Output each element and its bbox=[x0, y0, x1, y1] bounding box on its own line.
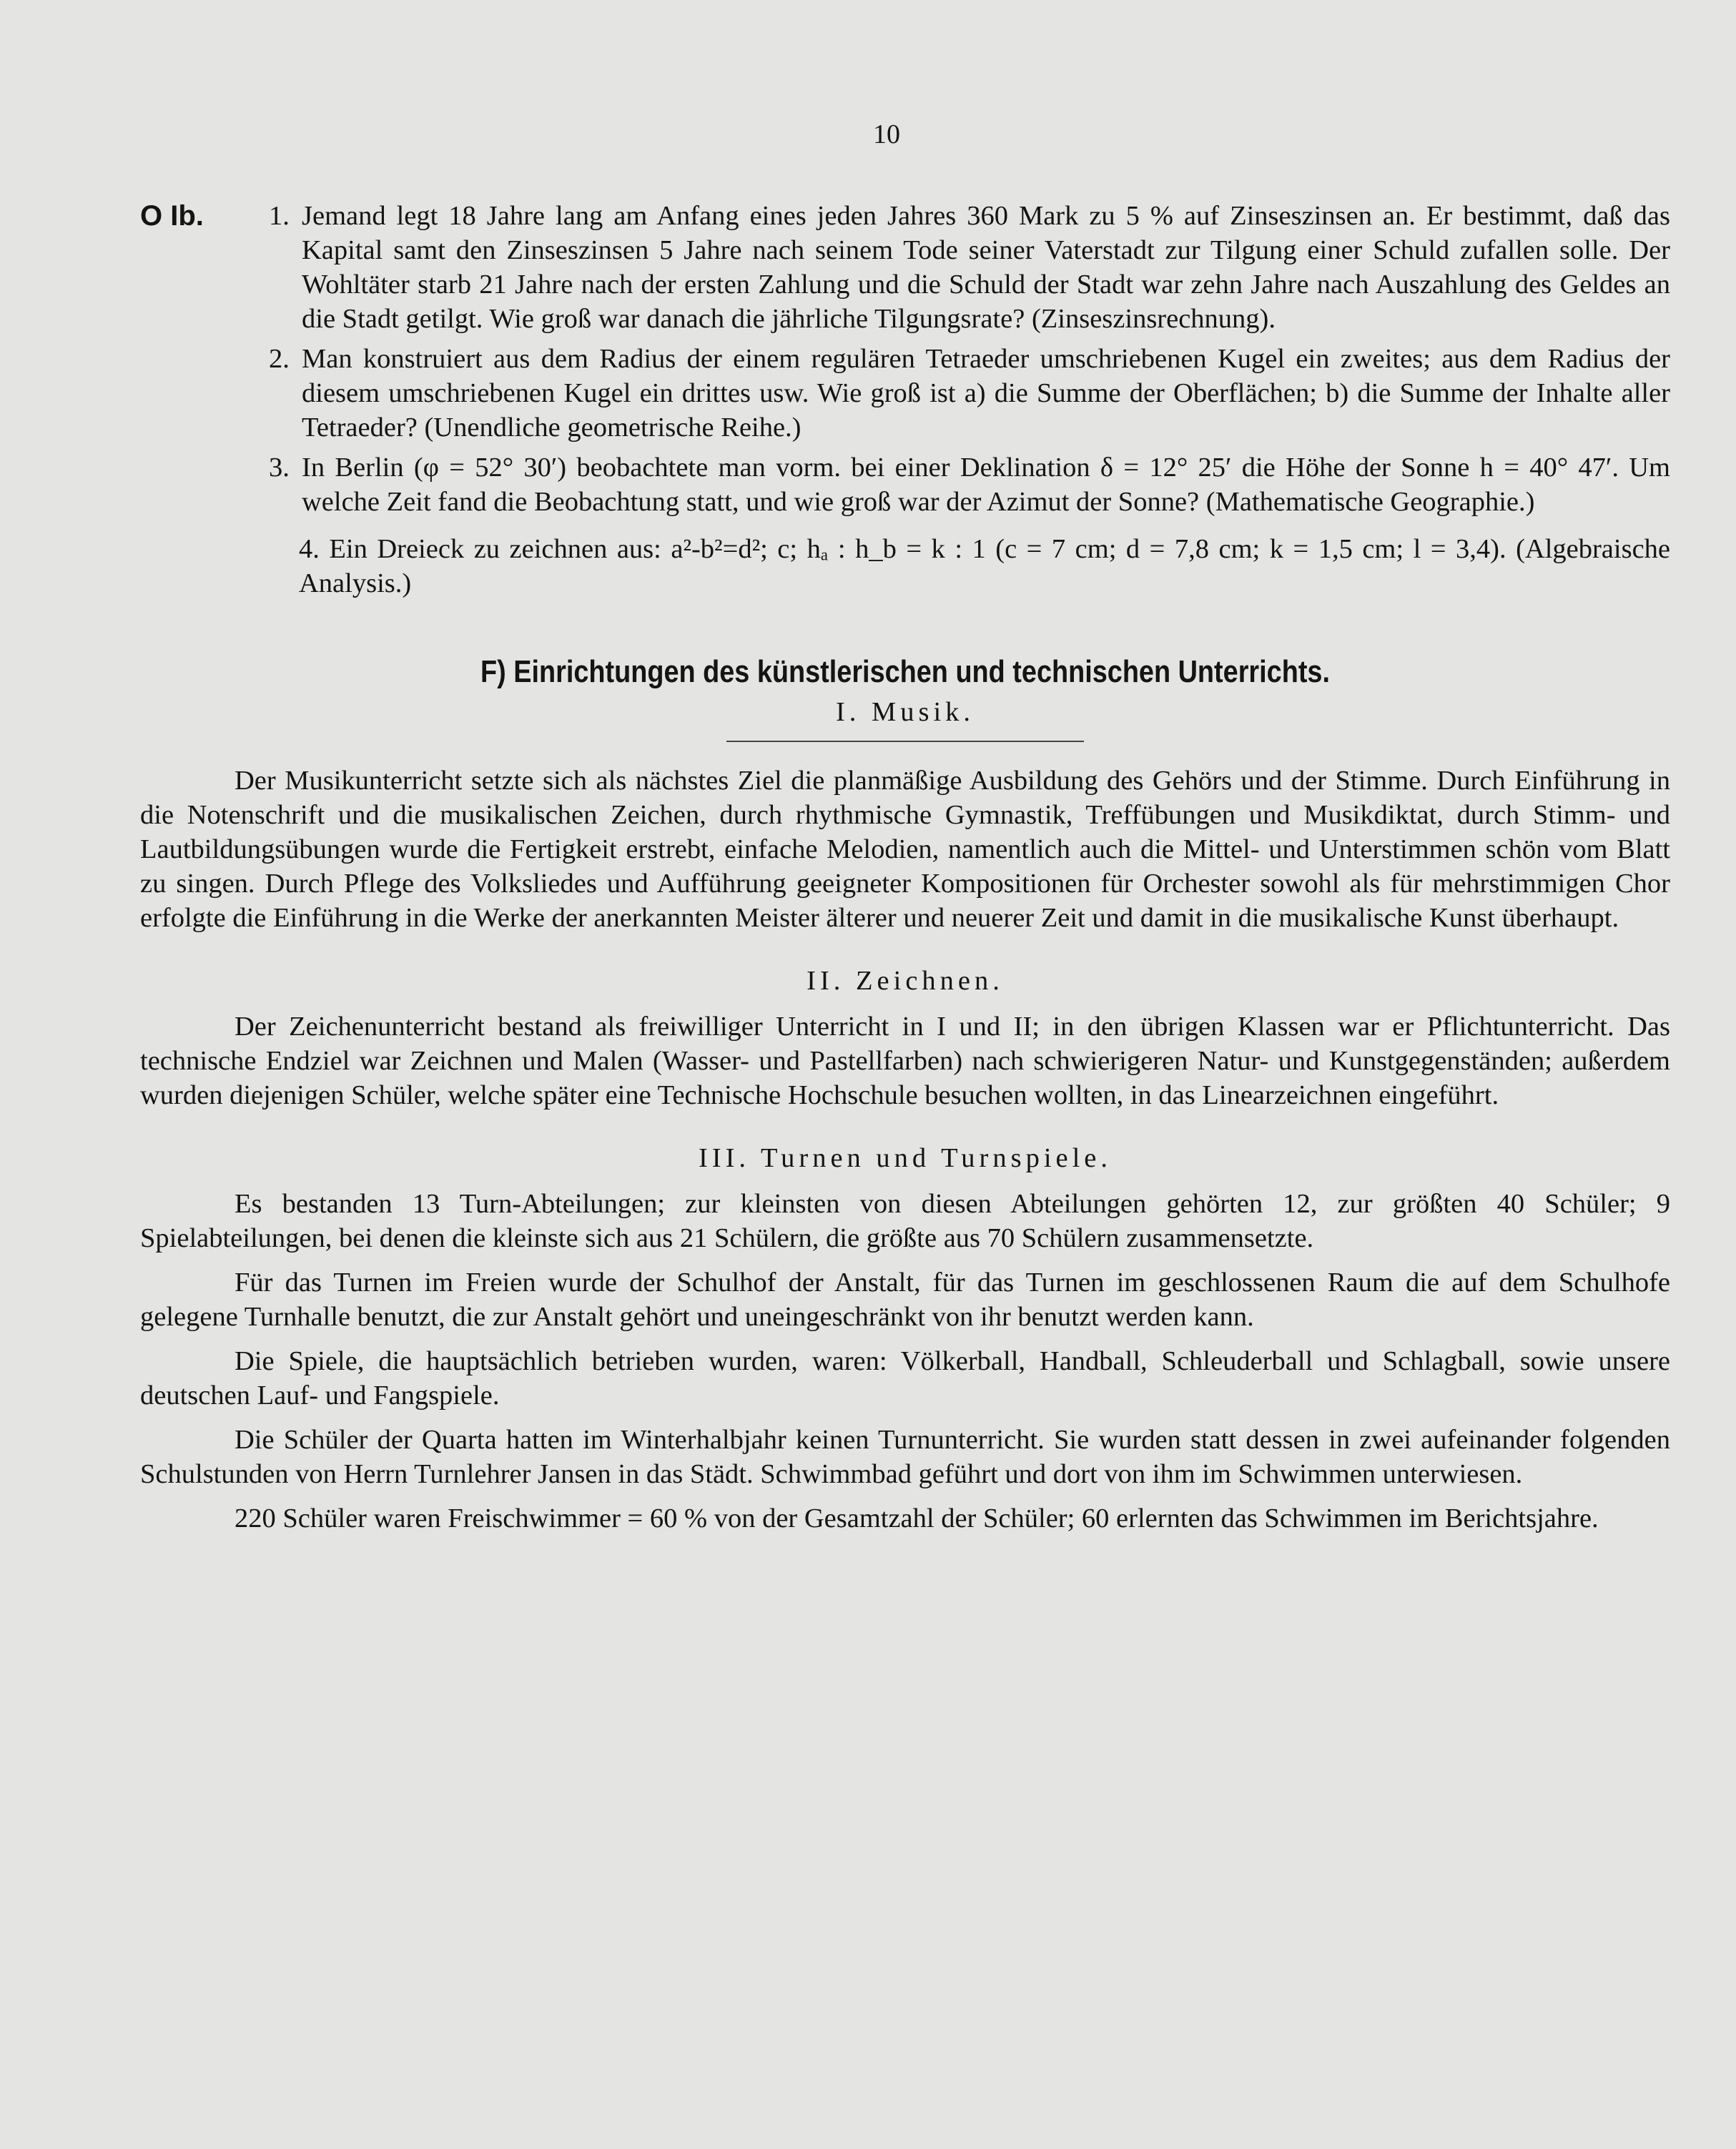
heading-turnen: III. Turnen und Turnspiele. bbox=[698, 1143, 1113, 1173]
paragraph-turnen: Es bestanden 13 Turn-Abteilungen; zur kleinsten von diesen Abteilungen gehörten 12, zur größten 40 Schüler; 9 Spielabteilungen, bei denen die kleinste sich aus 21 Schülern, die größte aus 70 Schülern zusammensetzte. bbox=[140, 1189, 1670, 1253]
paragraph-turnen: 220 Schüler waren Freischwimmer = 60 % von der Gesamtzahl der Schüler; 60 erlernten das Schwimmen im Berichtsjahre. bbox=[235, 1503, 1599, 1533]
class-label: O Ib. bbox=[140, 200, 204, 232]
section-title: F) Einrichtungen des künstlerischen und technischen Unterrichts. bbox=[480, 654, 1330, 689]
paragraph-musik: Der Musikunterricht setzte sich als nächstes Ziel die planmäßige Ausbildung des Gehörs und der Stimme. Durch Einführung in die Notenschrift und die musikalischen Zeichen, durch rhythmische Gymnastik, Treffübungen und Musikdiktat, durch Stimm- und Lautbildungsübungen wurde die Fertigkeit erstrebt, einfache Melodien, namentlich auch die Mittel- und Unterstimmen schön vom Blatt zu singen. Durch Pflege des Volksliedes und Aufführung geeigneter Kompositionen für Orchester sowohl als für mehrstimmigen Chor erfolgte die Einführung in die Werke der anerkannten Meister älterer und neuerer Zeit und damit in die musikalische Kunst überhaupt. bbox=[140, 766, 1670, 933]
task-item-text: Man konstruiert aus dem Radius der einem regulären Tetraeder umschriebenen Kugel ein zweites; aus dem Radius der diesem umschriebenen Kugel ein drittes usw. Wie groß ist a) die Summe der Oberflächen; b) die Summe der Inhalte aller Tetraeder? (Unendliche geometrische Reihe.) bbox=[302, 344, 1670, 443]
task-item-text: Jemand legt 18 Jahre lang am Anfang eines jeden Jahres 360 Mark zu 5 % auf Zinseszinsen an. Er bestimmt, daß das Kapital samt den Zinseszinsen 5 Jahre nach seinem Tode seiner Vaterstadt zur Tilgung einer Schuld zufallen solle. Der Wohltäter starb 21 Jahre nach der ersten Zahlung und die Schuld der Stadt war zehn Jahre nach Auszahlung des Geldes an die Stadt getilgt. Wie groß war danach die jährliche Tilgungsrate? (Zinseszinsrechnung). bbox=[302, 201, 1670, 334]
heading-zeichnen: II. Zeichnen. bbox=[807, 966, 1004, 996]
task-item-number: 3. bbox=[269, 453, 290, 483]
page-number: 10 bbox=[873, 119, 900, 149]
paragraph-turnen: Die Spiele, die hauptsächlich betrieben wurden, waren: Völkerball, Handball, Schleuderball und Schlagball, sowie unsere deutschen Lauf- und Fangspiele. bbox=[140, 1346, 1670, 1411]
paragraph-turnen: Die Schüler der Quarta hatten im Winterhalbjahr keinen Turnunterricht. Sie wurden statt dessen in zwei aufeinander folgenden Schulstunden von Herrn Turnlehrer Jansen in das Städt. Schwimmbad geführt und dort von ihm im Schwimmen unterwiesen. bbox=[140, 1425, 1670, 1489]
page-content bbox=[140, 199, 1670, 1546]
paragraph-zeichnen: Der Zeichenunterricht bestand als freiwilliger Unterricht in I und II; in den übrigen Klassen war er Pflichtunterricht. Das technische Endziel war Zeichnen und Malen (Wasser- und Pastellfarben) nach schwierigeren Natur- und Kunstgegenständen; außerdem wurden diejenigen Schüler, welche später eine Technische Hochschule besuchen wollten, in das Linearzeichnen eingeführt. bbox=[140, 1012, 1670, 1110]
heading-musik: I. Musik. bbox=[835, 697, 975, 727]
task-items bbox=[269, 199, 1670, 525]
task-item bbox=[269, 450, 1670, 519]
divider bbox=[726, 741, 1084, 742]
task-item bbox=[269, 199, 1670, 336]
task-item bbox=[269, 342, 1670, 445]
paragraph-turnen: Für das Turnen im Freien wurde der Schulhof der Anstalt, für das Turnen im geschlossenen Raum die auf dem Schulhofe gelegene Turnhalle benutzt, die zur Anstalt gehört und uneingeschränkt von ihr benutzt werden kann. bbox=[140, 1268, 1670, 1332]
task-item-text: In Berlin (φ = 52° 30′) beobachtete man vorm. bei einer Deklination δ = 12° 25′ die Höhe der Sonne h = 40° 47′. Um welche Zeit fand die Beobachtung statt, und wie groß war der Azimut der Sonne? (Mathematische Geographie.) bbox=[302, 453, 1670, 517]
task-item-4: 4. Ein Dreieck zu zeichnen aus: a²-b²=d²; c; hₐ : h_b = k : 1 (c = 7 cm; d = 7,8 cm; k = 1,5 cm; l = 3,4). (Algebraische Analysis.) bbox=[299, 534, 1670, 598]
task-item-number: 1. bbox=[269, 201, 290, 231]
task-block bbox=[140, 199, 1670, 525]
task-item-number: 2. bbox=[269, 344, 290, 374]
